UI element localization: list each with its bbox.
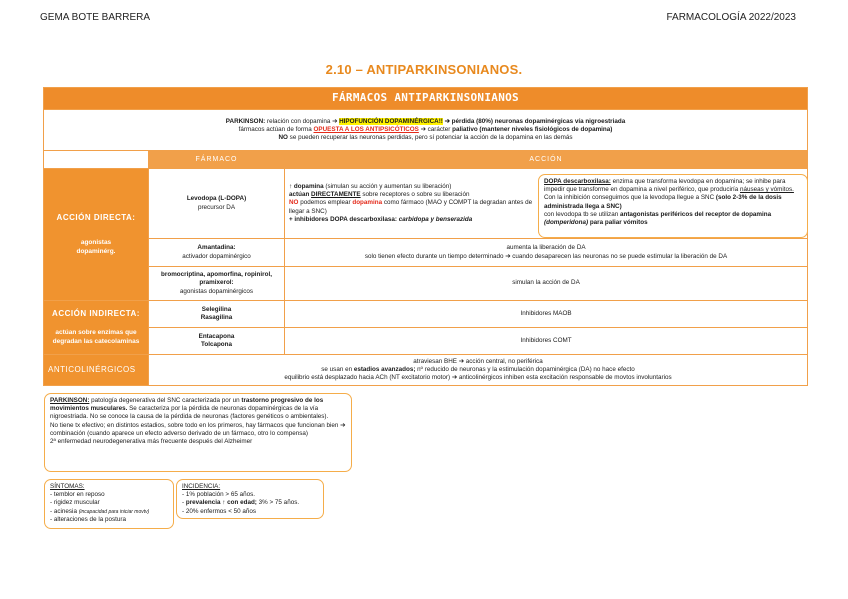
list-item: - rigidez muscular xyxy=(50,499,168,507)
drug-comt: Entacapona Tolcapona xyxy=(149,328,285,355)
column-header-farmaco: FÁRMACO xyxy=(149,151,285,169)
list-item: - prevalencia ↑ con edad; 3% > 75 años. xyxy=(182,499,318,507)
table-banner: FÁRMACOS ANTIPARKINSONIANOS xyxy=(44,88,808,110)
drug-maob: Selegilina Rasagilina xyxy=(149,301,285,328)
action-maob: Inhibidores MAOB xyxy=(285,301,808,328)
dopa-descarboxilasa-box: DOPA descarboxilasa: enzima que transforma levodopa en dopamina; se inhibe para impedir que transforme en dopamina a nivel periférico, que produciría náuseas y vómitos. Con la inhibición conseguimos que la levodopa llegue a SNC (solo 2-3% de la dosis administrada llega a SNC) con levodopa tb se utilizan antagonistas periféricos del receptor de dopamina (domperidona) para paliar vómitos xyxy=(538,174,808,238)
page-title: 2.10 – ANTIPARKINSONIANOS. xyxy=(325,62,523,77)
column-header-accion: ACCIÓN xyxy=(285,151,808,169)
list-item: - alteraciones de la postura xyxy=(50,516,168,524)
list-item: - acinesia (incapacidad para iniciar movtv) xyxy=(50,508,168,516)
sintomas-box: SÍNTOMAS: - temblor en reposo - rigidez muscular - acinesia (incapacidad para iniciar movtv) - alteraciones de la postura xyxy=(44,479,174,529)
row-label-anticolinergicos: ANTICOLINÉRGICOS xyxy=(44,355,149,386)
action-agonistas: simulan la acción de DA xyxy=(285,267,808,301)
row-label-indirecta: ACCIÓN INDIRECTA: actúan sobre enzimas que degradan las catecolaminas xyxy=(44,301,149,355)
action-levodopa: ↑ dopamina (simulan su acción y aumentan su liberación) actúan DIRECTAMENTE sobre receptores o sobre su liberación NO podemos emplear dopamina como fármaco (MAO y COMPT la degradan antes de llegar a SNC) + inhibidores DOPA descarboxilasa: carbidopa y benserazida xyxy=(285,169,808,239)
row-label-directa: ACCIÓN DIRECTA: agonistas dopaminérg. xyxy=(44,169,149,301)
action-anticolinergicos: atraviesan BHE ➔ acción central, no periférica se usan en estadios avanzados; nº reducido de neuronas y la estimulación dopaminérgica (DA) no hace efecto equilibrio está desplazado hacia ACh (NT excitatorio motor) ➔ anticolinérgicos inhiben esta excitación responsable de movtos involuntarios xyxy=(149,355,808,386)
parkinson-definition-box: PARKINSON: patología degenerativa del SNC caracterizada por un trastorno progresivo de los movimientos musculares. Se caracteriza por la pérdida de neuronas dopaminérgicas de la vía nigroestriada. No se conoce la causa de la pérdida de neuronas (factores genéticos o ambientales). No tiene tx efectivo; en distintos estadios, sobre todo en los primeros, hay fármacos que funcionan bien ➔ combinación (cuando aparece un efecto adverso derivado de un fármaco, otro lo compensa) 2ª enfermedad neurodegenerativa más frecuente después del Alzheimer xyxy=(44,393,352,472)
header-course: FARMACOLOGÍA 2022/2023 xyxy=(666,12,796,23)
drug-amantadina: Amantadina: activador dopaminérgico xyxy=(149,239,285,267)
table-intro: PARKINSON: relación con dopamina ➔ HIPOFUNCIÓN DOPAMINÉRGICA!! ➔ pérdida (80%) neuronas dopaminérgicas vía nigroestriada fármacos actúan de forma OPUESTA A LOS ANTIPSICÓTICOS ➔ carácter paliativo (mantener niveles fisiológicos de dopamina) NO se pueden recuperar las neuronas perdidas, pero sí potenciar la acción de la dopamina en las demás xyxy=(44,110,808,151)
drug-agonistas: bromocriptina, apomorfina, ropinirol, pramixerol: agonistas dopaminérgicos xyxy=(149,267,285,301)
list-item: - 20% enfermos < 50 años xyxy=(182,508,318,516)
action-comt: Inhibidores COMT xyxy=(285,328,808,355)
header-author: GEMA BOTE BARRERA xyxy=(40,12,151,23)
drug-levodopa: Levodopa (L-DOPA) precursor DA xyxy=(149,169,285,239)
incidencia-box: INCIDENCIA: - 1% población > 65 años. - prevalencia ↑ con edad; 3% > 75 años. - 20% enfermos < 50 años xyxy=(176,479,324,519)
list-item: - 1% población > 65 años. xyxy=(182,491,318,499)
action-amantadina: aumenta la liberación de DA solo tienen efecto durante un tiempo determinado ➔ cuando desaparecen las neuronas no se puede estimular la liberación de DA xyxy=(285,239,808,267)
list-item: - temblor en reposo xyxy=(50,491,168,499)
